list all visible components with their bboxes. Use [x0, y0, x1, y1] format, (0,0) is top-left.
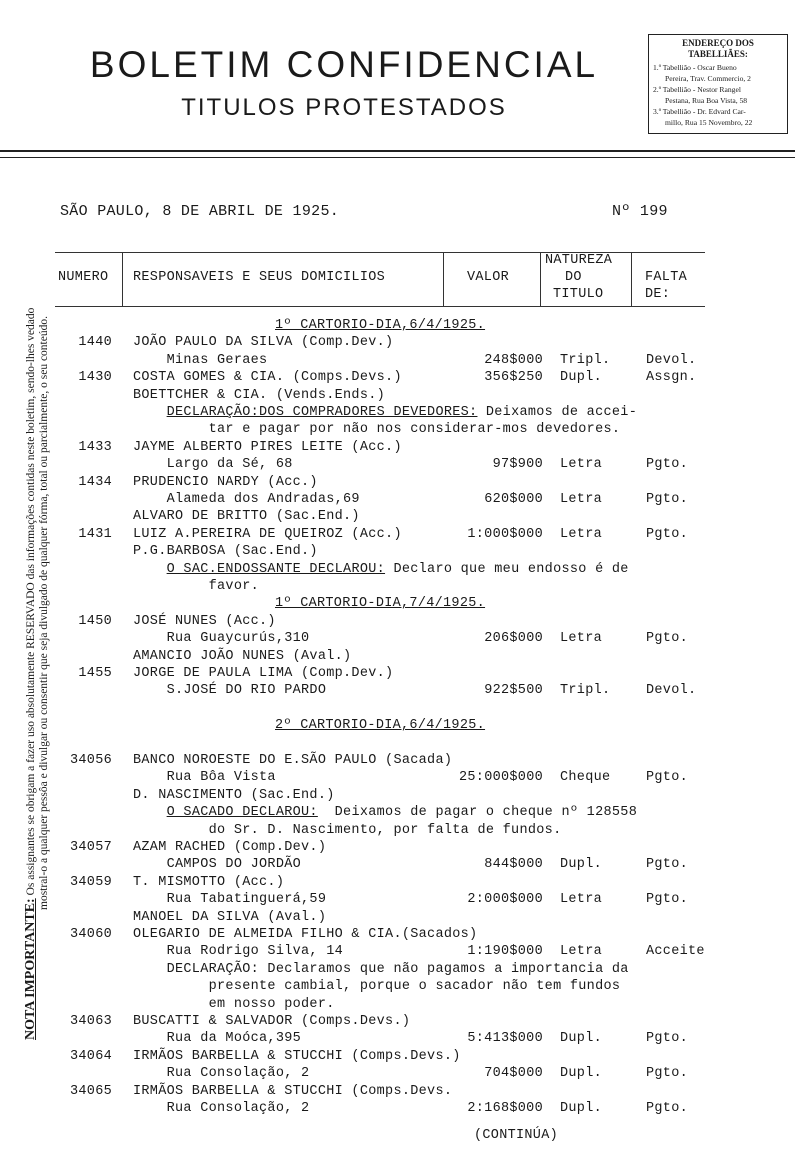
entry-valor: 922$500	[484, 683, 543, 699]
entry-natureza: Tripl.	[560, 683, 611, 699]
entry-text: O SACADO DECLAROU: Deixamos de pagar o cheque nº 128558	[166, 805, 638, 821]
entry-text: tar e pagar por não nos considerar-mos devedores.	[133, 422, 621, 438]
column-header	[55, 252, 705, 307]
entry-text: Rua da Moóca,395	[133, 1031, 302, 1047]
entry-text: Largo da Sé, 68	[133, 457, 293, 473]
entry-falta: Pgto.	[646, 457, 689, 473]
entry-natureza: Letra	[560, 492, 603, 507]
entry-text: T. MISMOTTO (Acc.)	[133, 874, 285, 890]
entry-text: Alameda dos Andradas,69	[133, 492, 360, 507]
entry-falta: Pgto.	[646, 857, 689, 873]
entry-natureza: Letra	[560, 631, 603, 647]
entry-natureza: Dupl.	[560, 1101, 603, 1116]
bulletin-number: Nº 199	[612, 203, 668, 220]
entry-number: 1450	[78, 613, 112, 629]
entry-falta: Pgto.	[646, 1101, 689, 1116]
side-note-line: mostral-o a qualquer pessôa e divulgar ou consentir que seja divulgado de qualquer fórma, total ou parcialmente, o seu conteúdo.	[38, 316, 50, 910]
entry-number: 34065	[69, 1083, 112, 1099]
entry-natureza: Letra	[560, 526, 603, 542]
entry-text: Rua Bôa Vista	[133, 770, 276, 786]
entry-falta: Pgto.	[646, 892, 689, 908]
entry-number: 1430	[78, 370, 112, 386]
tabeliaes-line: Pereira, Trav. Commercio, 2	[665, 74, 751, 83]
entry-text: BOETTCHER & CIA. (Vends.Ends.)	[133, 387, 386, 403]
entry-falta: Pgto.	[646, 770, 689, 786]
entry-text: COSTA GOMES & CIA. (Comps.Devs.)	[133, 370, 402, 386]
entry-text: favor.	[133, 579, 260, 594]
entry-text: Rua Rodrigo Silva, 14	[133, 944, 344, 960]
entry-text: DECLARAÇÃO:DOS COMPRADORES DEVEDORES: Deixamos de accei-	[166, 405, 638, 420]
entry-valor: 1:000$000	[467, 526, 543, 542]
tabeliaes-address-box	[648, 34, 788, 134]
entry-valor: 704$000	[484, 1066, 543, 1082]
entry-number: 34057	[69, 840, 112, 855]
tabeliaes-line: 3.º Tabellião - Dr. Edvard Car-	[653, 107, 746, 116]
entry-falta: Devol.	[646, 683, 697, 699]
entry-number: 34063	[69, 1014, 112, 1029]
entry-natureza: Dupl.	[560, 857, 603, 873]
tabeliaes-heading: ENDEREÇO DOS TABELLIÃES:	[682, 38, 754, 59]
entry-valor: 2:168$000	[467, 1101, 543, 1116]
entry-number: 1431	[78, 526, 112, 542]
entry-text: DECLARAÇÃO: Declaramos que não pagamos a importancia da	[133, 961, 629, 977]
entry-valor: 206$000	[484, 631, 543, 647]
entry-number: 34059	[69, 874, 112, 890]
entry-text: presente cambial, porque o sacador não tem fundos	[133, 979, 621, 995]
section-heading: 1º CARTORIO-DIA,7/4/1925.	[275, 596, 486, 612]
side-note-label: NOTA IMPORTANTE:	[23, 898, 38, 1040]
entry-text: IRMÃOS BARBELLA & STUCCHI (Comps.Devs.	[133, 1083, 453, 1099]
entry-natureza: Dupl.	[560, 1031, 603, 1047]
entry-valor: 25:000$000	[458, 770, 543, 786]
side-note	[4, 160, 50, 1060]
entry-text: MANOEL DA SILVA (Aval.)	[133, 909, 327, 925]
entry-falta: Pgto.	[646, 1031, 689, 1047]
entry-falta: Pgto.	[646, 492, 689, 507]
entry-text: Rua Consolação, 2	[133, 1066, 310, 1082]
entry-text: OLEGARIO DE ALMEIDA FILHO & CIA.(Sacados)	[133, 927, 478, 942]
col-falta-de: DE:	[645, 287, 671, 302]
entry-natureza: Tripl.	[560, 352, 611, 368]
entry-valor: 356$250	[484, 370, 543, 386]
side-note-line: Os assignantes se obrigam a fazer uso absolutamente RESERVADO das informações contidas neste boletim, sendo-lhes vedado	[25, 307, 37, 896]
entry-text: BANCO NOROESTE DO E.SÃO PAULO (Sacada)	[133, 753, 453, 768]
entry-text: ALVARO DE BRITTO (Sac.End.)	[133, 509, 360, 525]
entry-number: 1455	[78, 666, 112, 681]
entry-valor: 97$900	[492, 457, 543, 473]
entry-text: P.G.BARBOSA (Sac.End.)	[133, 544, 318, 560]
entry-valor: 844$000	[484, 857, 543, 873]
tabeliaes-line: millo, Rua 15 Novembro, 22	[665, 118, 753, 127]
tabeliaes-line: 2.º Tabellião - Nestor Rangel	[653, 85, 741, 94]
bulletin-title: BOLETIM CONFIDENCIAL	[89, 44, 599, 85]
entry-text: Rua Guaycurús,310	[133, 631, 310, 647]
entry-text: do Sr. D. Nascimento, por falta de fundos.	[133, 822, 562, 838]
entry-valor: 620$000	[484, 492, 543, 507]
entry-text: O SAC.ENDOSSANTE DECLAROU: Declaro que meu endosso é de	[166, 561, 629, 577]
entry-number: 1440	[78, 335, 112, 351]
entry-text: D. NASCIMENTO (Sac.End.)	[133, 787, 335, 803]
entry-text: JORGE DE PAULA LIMA (Comp.Dev.)	[133, 666, 394, 681]
entry-natureza: Letra	[560, 944, 603, 960]
entry-text: IRMÃOS BARBELLA & STUCCHI (Comps.Devs.)	[133, 1048, 461, 1064]
entry-falta: Pgto.	[646, 1066, 689, 1082]
col-natureza: NATUREZA	[545, 253, 613, 268]
dateline: SÃO PAULO, 8 DE ABRIL DE 1925.	[60, 203, 340, 220]
bulletin-subtitle: TITULOS PROTESTADOS	[181, 94, 507, 121]
entry-text: em nosso poder.	[133, 996, 335, 1012]
entry-valor: 248$000	[484, 352, 543, 368]
entry-number: 34056	[69, 753, 112, 768]
entry-text: PRUDENCIO NARDY (Acc.)	[133, 474, 318, 490]
continua-footer: (CONTINÚA)	[474, 1128, 559, 1143]
entry-text: JAYME ALBERTO PIRES LEITE (Acc.)	[133, 439, 402, 455]
col-responsaveis: RESPONSAVEIS E SEUS DOMICILIOS	[133, 270, 386, 285]
entry-text: S.JOSÉ DO RIO PARDO	[133, 683, 327, 699]
section-heading: 1º CARTORIO-DIA,6/4/1925.	[275, 318, 486, 333]
entry-natureza: Cheque	[560, 770, 611, 786]
header-rule	[0, 150, 795, 152]
entry-valor: 5:413$000	[467, 1031, 543, 1047]
entry-valor: 1:190$000	[467, 944, 543, 960]
entry-text: Rua Tabatinguerá,59	[133, 892, 327, 908]
entry-number: 1433	[78, 439, 112, 455]
col-natureza-titulo: TITULO	[553, 287, 604, 302]
tabeliaes-line: 1.º Tabellião - Oscar Bueno	[653, 63, 737, 72]
entry-number: 34060	[69, 927, 112, 942]
entry-falta: Assgn.	[646, 370, 697, 386]
entry-text: AZAM RACHED (Comp.Dev.)	[133, 840, 327, 855]
entry-text: CAMPOS DO JORDÃO	[133, 857, 302, 873]
entry-natureza: Dupl.	[560, 1066, 603, 1082]
entry-text: LUIZ A.PEREIRA DE QUEIROZ (Acc.)	[133, 526, 402, 542]
col-falta: FALTA	[645, 270, 688, 285]
header-rule-thin	[0, 157, 795, 158]
entry-text: Minas Geraes	[133, 352, 268, 368]
entry-text: AMANCIO JOÃO NUNES (Aval.)	[133, 648, 352, 664]
col-natureza-do: DO	[565, 270, 582, 285]
entry-text: JOSÉ NUNES (Acc.)	[133, 613, 276, 629]
entry-falta: Pgto.	[646, 631, 689, 647]
col-valor: VALOR	[467, 270, 510, 285]
entry-text: Rua Consolação, 2	[133, 1101, 310, 1116]
entry-number: 1434	[78, 474, 112, 490]
entry-text: BUSCATTI & SALVADOR (Comps.Devs.)	[133, 1014, 411, 1029]
entry-number: 34064	[69, 1048, 112, 1064]
entry-natureza: Dupl.	[560, 370, 603, 386]
entry-falta: Acceite	[646, 944, 705, 960]
entry-natureza: Letra	[560, 892, 603, 908]
entry-falta: Pgto.	[646, 526, 689, 542]
entry-falta: Devol.	[646, 352, 697, 368]
section-heading: 2º CARTORIO-DIA,6/4/1925.	[275, 718, 486, 734]
entry-valor: 2:000$000	[467, 892, 543, 908]
entry-natureza: Letra	[560, 457, 603, 473]
tabeliaes-line: Pestana, Rua Boa Vista, 58	[665, 96, 748, 105]
entry-text: JOÃO PAULO DA SILVA (Comp.Dev.)	[133, 335, 394, 351]
col-numero: NUMERO	[58, 270, 109, 285]
